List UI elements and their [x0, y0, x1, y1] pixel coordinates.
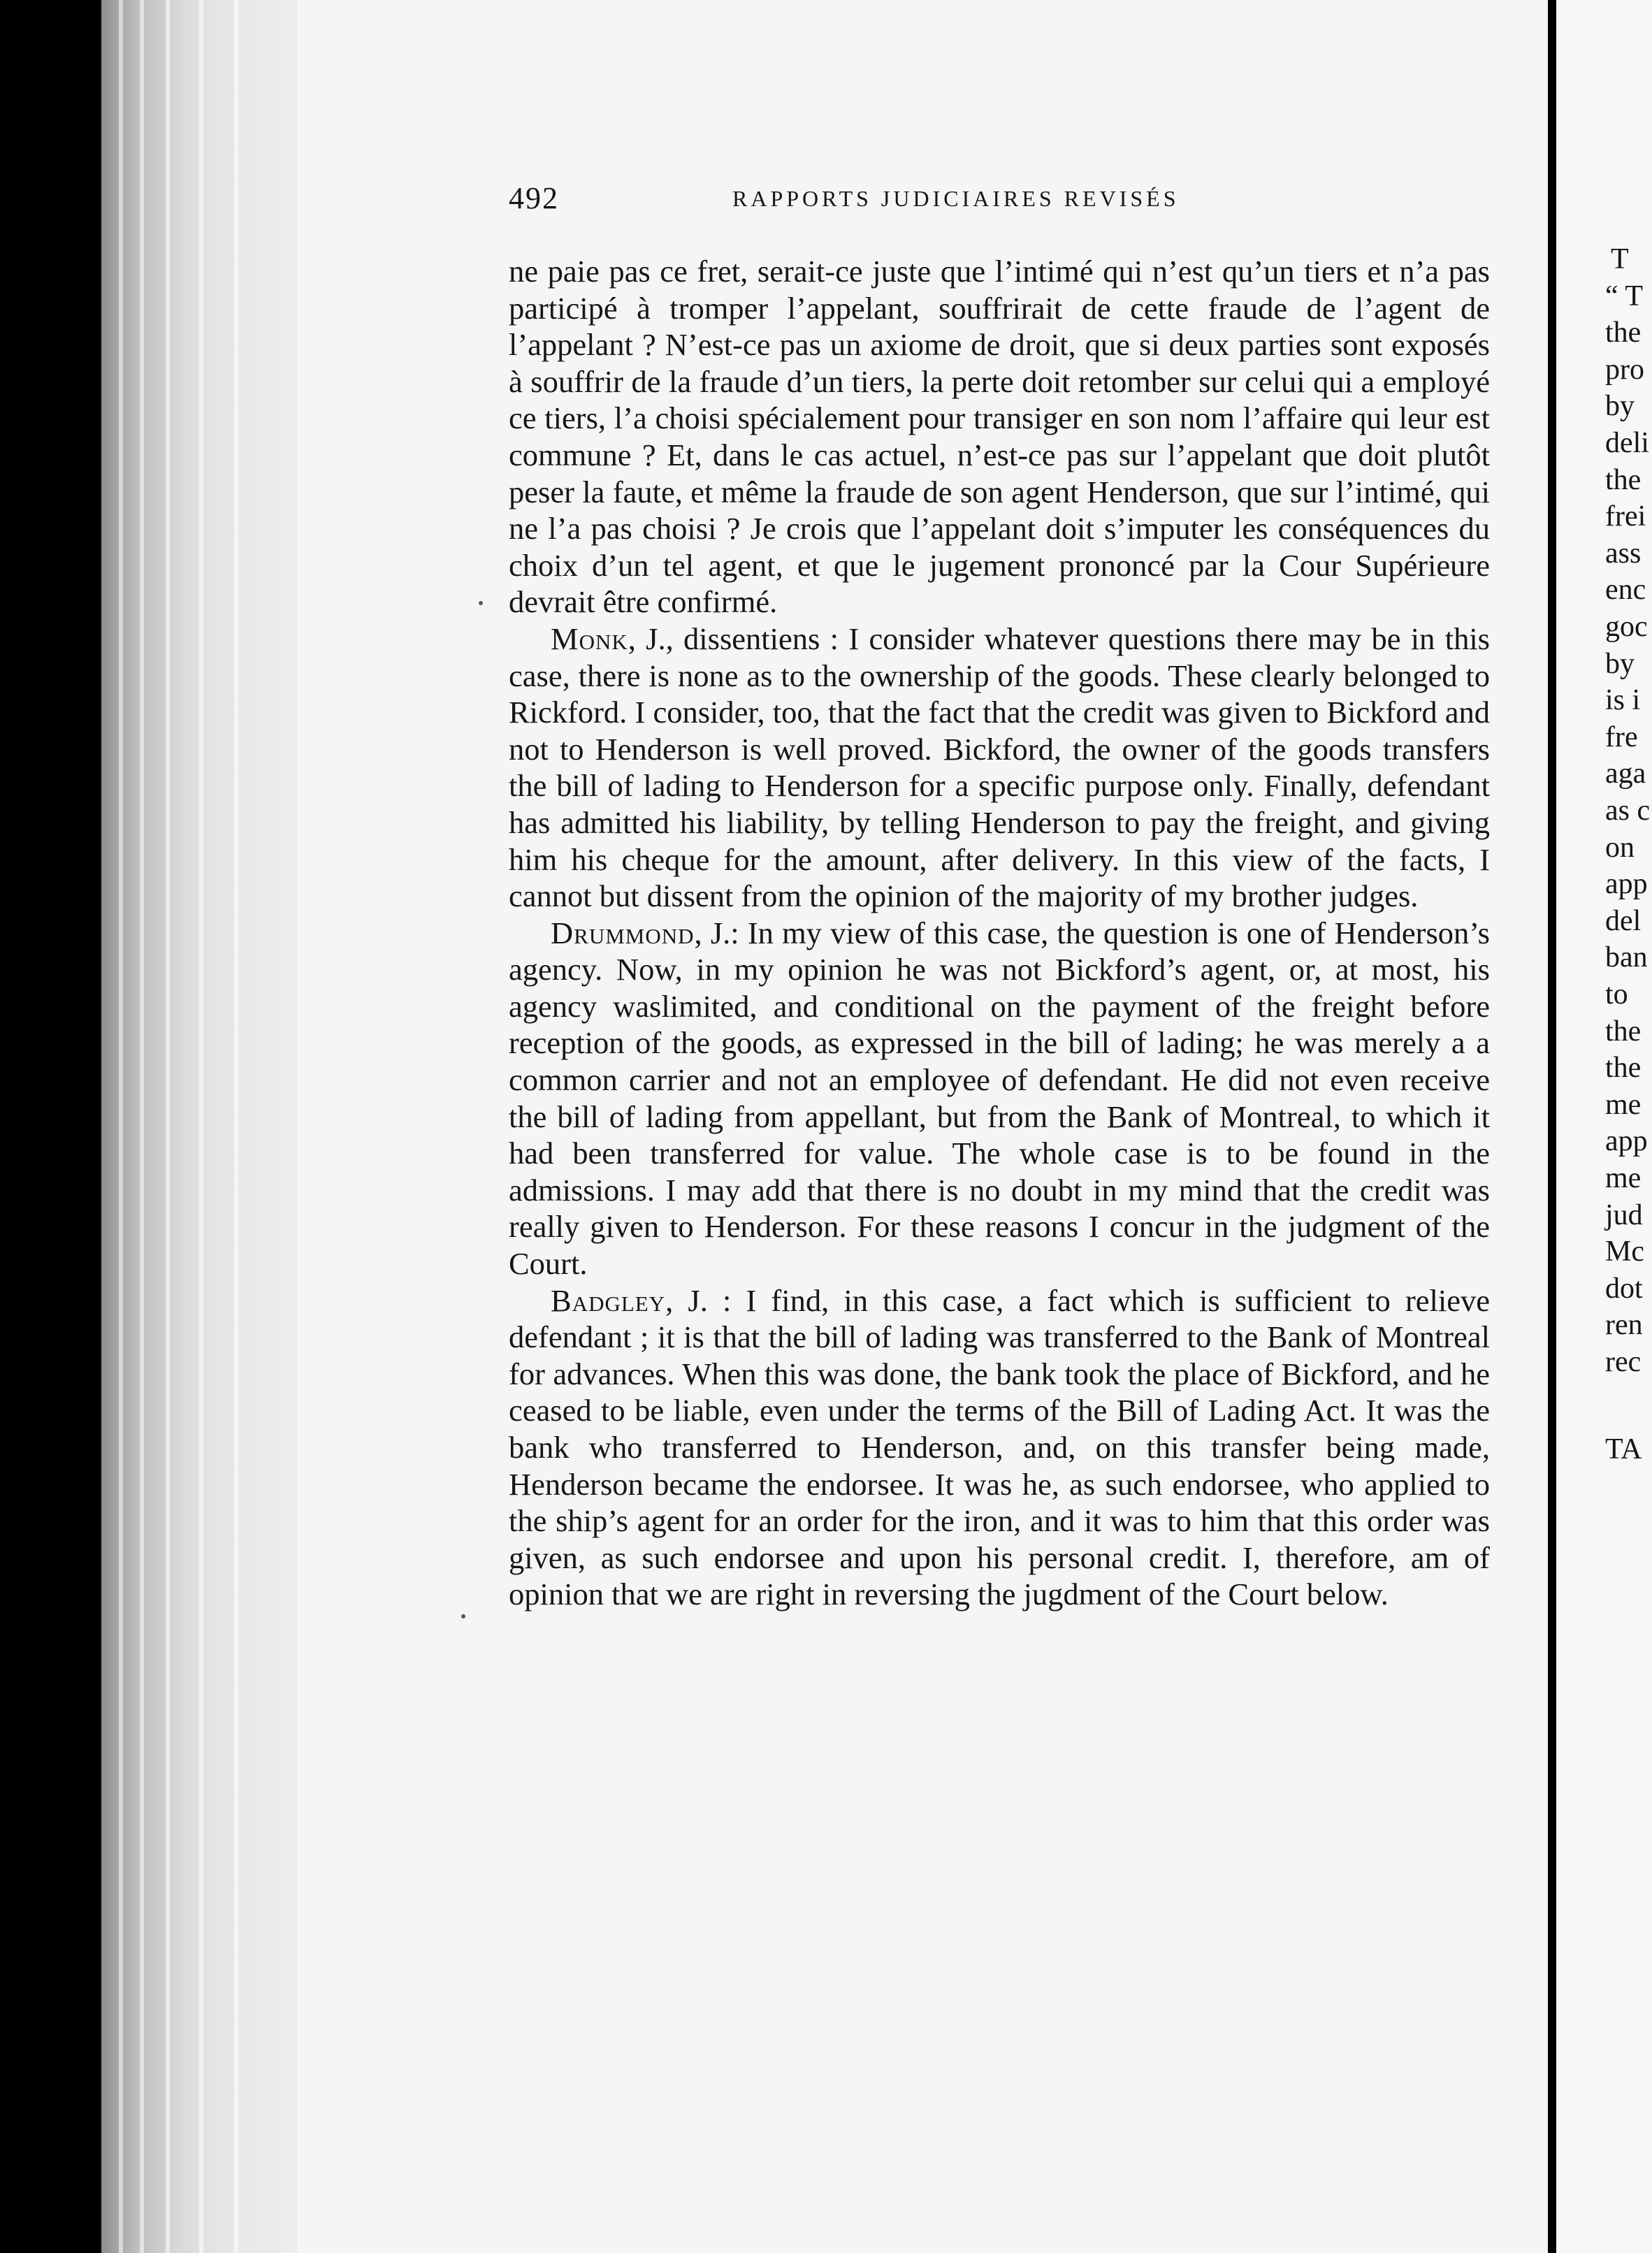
opinion-badgley	[509, 1282, 1490, 1613]
page-edge-line	[119, 0, 123, 2253]
facing-page-fragment: by	[1605, 647, 1635, 680]
scan-speck	[479, 601, 483, 605]
opinion-drummond	[509, 915, 1490, 1282]
judge-name: Badgley	[551, 1282, 666, 1318]
facing-page-fragment: jud	[1605, 1198, 1643, 1231]
judge-name: Monk	[551, 621, 628, 656]
facing-page-fragment: the	[1605, 1015, 1642, 1048]
opinion-text: I consider whatever questions there may be in this case, there is none as to the ownership of the goods. These clearly belonged to Rickford. I consider, too, that the fact that the credit was given to Bickford and not to Henderson is well proved. Bickford, the owner of the goods transfers the bill of lading to Henderson for a specific purpose only. Finally, defendant has admitted his liability, by telling Henderson to pay the freight, and giving him his cheque for the amount, after delivery. In this view of the facts, I cannot but dissent from the opinion of the majority of my brother judges.	[509, 621, 1491, 914]
facing-page-fragment: goc	[1605, 611, 1648, 643]
page-edge-line	[140, 0, 144, 2253]
gutter-shadow	[1548, 0, 1556, 2253]
facing-page-fragment: ren	[1605, 1309, 1643, 1342]
facing-page-fragment: T	[1611, 243, 1629, 275]
facing-page	[1548, 0, 1652, 2253]
facing-page-fragment: del	[1605, 904, 1642, 937]
facing-page-fragment: app	[1605, 1125, 1648, 1158]
book-page-edges	[101, 0, 297, 2253]
facing-page-fragment: aga	[1605, 758, 1646, 790]
facing-page-fragment: me	[1605, 1088, 1642, 1121]
facing-page-fragment: enc	[1605, 574, 1646, 607]
body-text	[509, 253, 1490, 1613]
page-header	[509, 180, 1487, 222]
facing-page-fragment: the	[1605, 463, 1642, 496]
facing-page-fragment: fre	[1605, 720, 1638, 753]
facing-page-fragment: ass	[1605, 537, 1642, 570]
facing-page-fragment: the	[1605, 317, 1642, 349]
judge-name: Drummond	[551, 915, 695, 950]
facing-page-fragment: deli	[1605, 427, 1649, 459]
scan-border-left	[0, 0, 101, 2253]
judge-suffix: , J.:	[694, 915, 748, 950]
judge-suffix: , J., dissentiens :	[628, 621, 849, 656]
judge-suffix: , J. :	[665, 1282, 746, 1318]
scan-speck	[461, 1614, 465, 1618]
facing-page-fragment: is i	[1605, 684, 1641, 717]
facing-page-fragment: by	[1605, 390, 1635, 423]
facing-page-fragment: on	[1605, 831, 1635, 864]
facing-page-fragment: ban	[1605, 941, 1648, 974]
facing-page-fragment: me	[1605, 1162, 1642, 1194]
opening-paragraph: ne paie pas ce fret, serait-ce juste que l’intimé qui n’est qu’un tiers et n’a pas participé à tromper l’appelant, souffrirait de cette fraude de l’agent de l’appelant ? N’est-ce pas un axiome de droit, que si deux parties sont exposés à souffrir de la fraude d’un tiers, la perte doit retomber sur celui qui a employé ce tiers, l’a choisi spécialement pour transiger en son nom l’affaire qui leur est commune ? Et, dans le cas actuel, n’est-ce pas sur l’appelant que doit plutôt peser la faute, et même la fraude de son agent Henderson, que sur l’intimé, qui ne l’a pas choisi ? Je crois que l’appelant doit s’imputer les conséquences du choix d’un tel agent, et que le jugement prononcé par la Cour Supérieure devrait être confirmé.	[509, 254, 1490, 620]
facing-page-fragment: TA	[1605, 1433, 1642, 1466]
facing-page-fragment: to	[1605, 978, 1628, 1010]
facing-page-fragment: the	[1605, 1052, 1642, 1085]
page-edge-line	[234, 0, 238, 2253]
facing-page-fragment: dot	[1605, 1272, 1643, 1305]
facing-page-fragment: frei	[1605, 500, 1646, 533]
facing-page-fragment: pro	[1605, 353, 1644, 386]
opinion-monk	[509, 621, 1490, 915]
facing-page-fragment: rec	[1605, 1346, 1642, 1378]
page-number: 492	[509, 181, 559, 215]
facing-page-fragment: “ T	[1605, 280, 1644, 312]
facing-page-fragment: app	[1605, 868, 1648, 901]
facing-page-fragment: Mc	[1605, 1236, 1644, 1268]
opinion-text: I find, in this case, a fact which is sufficient to relieve defendant ; it is that the bill of lading was transferred to the Bank of Montreal for advances. When this was done, the bank took the place of Bickford, and he ceased to be liable, even under the terms of the Bill of Lading Act. It was the bank who transferred to Henderson, and, on this transfer being made, Henderson became the endorsee. It was he, as such endorsee, who applied to the ship’s agent for an order for the iron, and it was to him that this order was given, as such endorsee and upon his personal credit. I, therefore, am of opinion that we are right in reversing the jugdment of the Court below.	[509, 1282, 1490, 1612]
facing-page-fragment: as c	[1605, 795, 1651, 827]
running-title: RAPPORTS JUDICIAIRES REVISÉS	[732, 186, 1180, 211]
opinion-text: In my view of this case, the question is one of Henderson’s agency. Now, in my opinion he was not Bickford’s agent, or, at most, his agency waslimited, and conditional on the payment of the freight before reception of the goods, as expressed in the bill of lading; he was merely a a common carrier and not an employee of defendant. He did not even receive the bill of lading from appellant, but from the Bank of Montreal, to which it had been transferred for value. The whole case is to be found in the admissions. I may add that there is no doubt in my mind that the credit was really given to Henderson. For these reasons I concur in the judgment of the Court.	[509, 915, 1490, 1282]
page-edge-line	[166, 0, 170, 2253]
page-edge-line	[199, 0, 203, 2253]
